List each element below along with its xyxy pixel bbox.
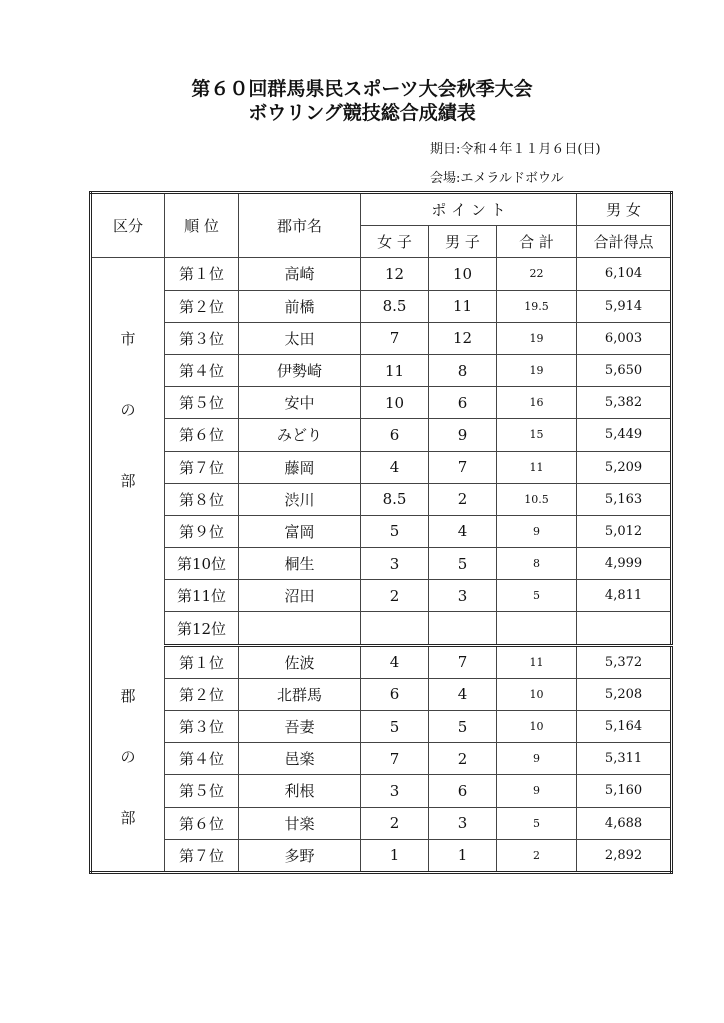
women-cell: 3	[361, 775, 429, 807]
total-cell: 11	[497, 645, 577, 678]
name-cell: 沼田	[239, 580, 361, 612]
header-points: ポ イ ン ト	[361, 193, 577, 226]
table-row	[91, 743, 672, 775]
rank-cell: 第５位	[165, 387, 239, 419]
total-cell: 10	[497, 678, 577, 710]
name-cell: 利根	[239, 775, 361, 807]
rank-cell: 第12位	[165, 612, 239, 645]
rank-cell: 第11位	[165, 580, 239, 612]
total-cell: 16	[497, 387, 577, 419]
rank-cell: 第１位	[165, 645, 239, 678]
name-cell: 桐生	[239, 548, 361, 580]
name-cell: 北群馬	[239, 678, 361, 710]
event-date: 期日:令和４年１１月６日(日)	[430, 142, 601, 157]
name-cell: 高崎	[239, 258, 361, 290]
score-cell: 5,914	[577, 290, 672, 322]
header-name: 郡市名	[239, 193, 361, 258]
men-cell: 12	[429, 322, 497, 354]
score-cell: 4,811	[577, 580, 672, 612]
name-cell: 吾妻	[239, 711, 361, 743]
name-cell: 佐波	[239, 645, 361, 678]
women-cell: 5	[361, 711, 429, 743]
score-cell: 5,209	[577, 451, 672, 483]
table-row	[91, 354, 672, 386]
name-cell: 渋川	[239, 483, 361, 515]
men-cell: 5	[429, 711, 497, 743]
score-cell: 5,449	[577, 419, 672, 451]
name-cell: 邑楽	[239, 743, 361, 775]
men-cell: 3	[429, 580, 497, 612]
score-cell: 4,688	[577, 807, 672, 839]
total-cell: 15	[497, 419, 577, 451]
table-row	[91, 483, 672, 515]
total-cell: 2	[497, 839, 577, 872]
total-cell: 9	[497, 515, 577, 547]
document-title: 第６０回群馬県民スポーツ大会秋季大会	[191, 78, 533, 100]
men-cell: 1	[429, 839, 497, 872]
document-subtitle: ボウリング競技総合成績表	[248, 102, 476, 124]
division-char: 郡	[120, 687, 136, 706]
score-cell: 6,104	[577, 258, 672, 290]
women-cell: 11	[361, 354, 429, 386]
women-cell: 7	[361, 743, 429, 775]
score-cell: 5,012	[577, 515, 672, 547]
division-label	[91, 258, 165, 645]
men-cell: 2	[429, 483, 497, 515]
women-cell: 12	[361, 258, 429, 290]
score-cell: 5,164	[577, 711, 672, 743]
score-cell	[577, 612, 672, 645]
division-char: 部	[120, 472, 136, 491]
name-cell: 太田	[239, 322, 361, 354]
men-cell: 6	[429, 775, 497, 807]
header-mixed-2: 合計得点	[577, 226, 672, 258]
men-cell: 10	[429, 258, 497, 290]
table-row	[91, 645, 672, 678]
rank-cell: 第10位	[165, 548, 239, 580]
men-cell: 5	[429, 548, 497, 580]
table-row	[91, 775, 672, 807]
name-cell	[239, 612, 361, 645]
women-cell: 7	[361, 322, 429, 354]
women-cell: 6	[361, 419, 429, 451]
header-division: 区分	[91, 193, 165, 258]
table-row	[91, 387, 672, 419]
rank-cell: 第３位	[165, 322, 239, 354]
score-cell: 2,892	[577, 839, 672, 872]
score-cell: 5,208	[577, 678, 672, 710]
total-cell: 5	[497, 580, 577, 612]
table-row	[91, 290, 672, 322]
women-cell: 8.5	[361, 290, 429, 322]
header-row	[91, 193, 672, 226]
women-cell: 3	[361, 548, 429, 580]
name-cell: みどり	[239, 419, 361, 451]
table-row	[91, 678, 672, 710]
rank-cell: 第８位	[165, 483, 239, 515]
name-cell: 多野	[239, 839, 361, 872]
men-cell: 11	[429, 290, 497, 322]
table-row	[91, 711, 672, 743]
women-cell: 4	[361, 645, 429, 678]
name-cell: 藤岡	[239, 451, 361, 483]
header-total: 合 計	[497, 226, 577, 258]
total-cell: 19	[497, 322, 577, 354]
total-cell: 5	[497, 807, 577, 839]
rank-cell: 第１位	[165, 258, 239, 290]
rank-cell: 第５位	[165, 775, 239, 807]
table-row	[91, 612, 672, 645]
men-cell: 3	[429, 807, 497, 839]
rank-cell: 第７位	[165, 839, 239, 872]
women-cell: 2	[361, 580, 429, 612]
name-cell: 富岡	[239, 515, 361, 547]
total-cell: 22	[497, 258, 577, 290]
division-char: 部	[120, 809, 136, 828]
women-cell	[361, 612, 429, 645]
total-cell: 9	[497, 743, 577, 775]
score-cell: 5,382	[577, 387, 672, 419]
total-cell	[497, 612, 577, 645]
header-rank: 順 位	[165, 193, 239, 258]
rank-cell: 第６位	[165, 419, 239, 451]
table-row	[91, 807, 672, 839]
men-cell: 4	[429, 515, 497, 547]
score-cell: 5,163	[577, 483, 672, 515]
total-cell: 9	[497, 775, 577, 807]
women-cell: 4	[361, 451, 429, 483]
header-men: 男 子	[429, 226, 497, 258]
event-venue: 会場:エメラルドボウル	[430, 171, 564, 186]
women-cell: 8.5	[361, 483, 429, 515]
table-row	[91, 839, 672, 872]
men-cell: 2	[429, 743, 497, 775]
men-cell: 6	[429, 387, 497, 419]
header-mixed-1: 男 女	[577, 193, 672, 226]
table-row	[91, 515, 672, 547]
table-row	[91, 580, 672, 612]
table-row	[91, 419, 672, 451]
name-cell: 甘楽	[239, 807, 361, 839]
table-row	[91, 548, 672, 580]
score-cell: 6,003	[577, 322, 672, 354]
men-cell: 4	[429, 678, 497, 710]
women-cell: 10	[361, 387, 429, 419]
total-cell: 8	[497, 548, 577, 580]
rank-cell: 第７位	[165, 451, 239, 483]
women-cell: 2	[361, 807, 429, 839]
men-cell: 8	[429, 354, 497, 386]
name-cell: 伊勢崎	[239, 354, 361, 386]
rank-cell: 第６位	[165, 807, 239, 839]
men-cell	[429, 612, 497, 645]
table-row	[91, 451, 672, 483]
score-cell: 5,650	[577, 354, 672, 386]
rank-cell: 第２位	[165, 290, 239, 322]
name-cell: 安中	[239, 387, 361, 419]
table-row	[91, 258, 672, 290]
name-cell: 前橋	[239, 290, 361, 322]
score-cell: 5,372	[577, 645, 672, 678]
women-cell: 1	[361, 839, 429, 872]
total-cell: 10.5	[497, 483, 577, 515]
score-cell: 4,999	[577, 548, 672, 580]
men-cell: 7	[429, 645, 497, 678]
results-table	[89, 191, 673, 874]
division-char: の	[120, 401, 136, 420]
rank-cell: 第４位	[165, 354, 239, 386]
women-cell: 6	[361, 678, 429, 710]
rank-cell: 第４位	[165, 743, 239, 775]
division-label	[91, 645, 165, 872]
division-char: 市	[120, 330, 136, 349]
rank-cell: 第９位	[165, 515, 239, 547]
rank-cell: 第２位	[165, 678, 239, 710]
men-cell: 9	[429, 419, 497, 451]
women-cell: 5	[361, 515, 429, 547]
table-row	[91, 322, 672, 354]
total-cell: 19	[497, 354, 577, 386]
score-cell: 5,311	[577, 743, 672, 775]
header-women: 女 子	[361, 226, 429, 258]
total-cell: 19.5	[497, 290, 577, 322]
men-cell: 7	[429, 451, 497, 483]
total-cell: 11	[497, 451, 577, 483]
rank-cell: 第３位	[165, 711, 239, 743]
total-cell: 10	[497, 711, 577, 743]
division-char: の	[120, 748, 136, 767]
score-cell: 5,160	[577, 775, 672, 807]
